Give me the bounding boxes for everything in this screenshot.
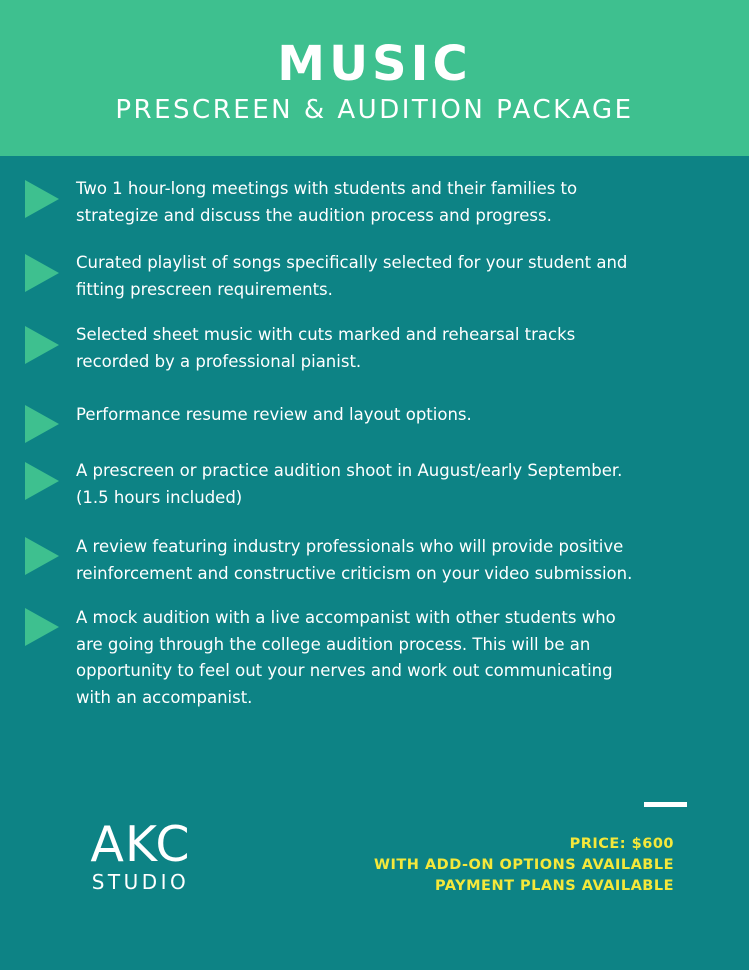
pricing-block [374, 834, 674, 897]
accent-dash [644, 802, 687, 807]
play-arrow-icon [25, 608, 59, 646]
akc-studio-logo [78, 816, 203, 895]
feature-text: Two 1 hour-long meetings with students and their families to strategize and discuss the audition process and progress. [76, 179, 578, 225]
play-arrow-icon [25, 462, 59, 500]
header-banner [0, 0, 749, 156]
payment-plans-line: PAYMENT PLANS AVAILABLE [434, 878, 674, 894]
play-arrow-icon [25, 537, 59, 575]
logo-sub-text: STUDIO [91, 870, 190, 894]
feature-text: A review featuring industry professionals who will provide positive reinforcement and constructive criticism on your video submission. [76, 537, 633, 583]
feature-text: Curated playlist of songs specifically selected for your student and fitting prescreen requirements. [76, 253, 628, 299]
page-title: MUSIC [277, 36, 472, 92]
price-line: PRICE: $600 [569, 836, 674, 852]
page-subtitle: PRESCREEN & AUDITION PACKAGE [115, 95, 634, 125]
play-arrow-icon [25, 405, 59, 443]
feature-text: Performance resume review and layout options. [76, 405, 472, 424]
play-arrow-icon [25, 326, 59, 364]
feature-text: A mock audition with a live accompanist with other students who are going through the college audition process. This will be an opportunity to feel out your nerves and work out communicating with an accompanist. [76, 608, 616, 707]
addons-line: WITH ADD-ON OPTIONS AVAILABLE [374, 857, 674, 873]
play-arrow-icon [25, 254, 59, 292]
logo-main-text: AKC [90, 816, 191, 873]
feature-text: A prescreen or practice audition shoot in August/early September. (1.5 hours included) [76, 461, 623, 507]
play-arrow-icon [25, 180, 59, 218]
feature-text: Selected sheet music with cuts marked and rehearsal tracks recorded by a professional pianist. [76, 325, 576, 371]
